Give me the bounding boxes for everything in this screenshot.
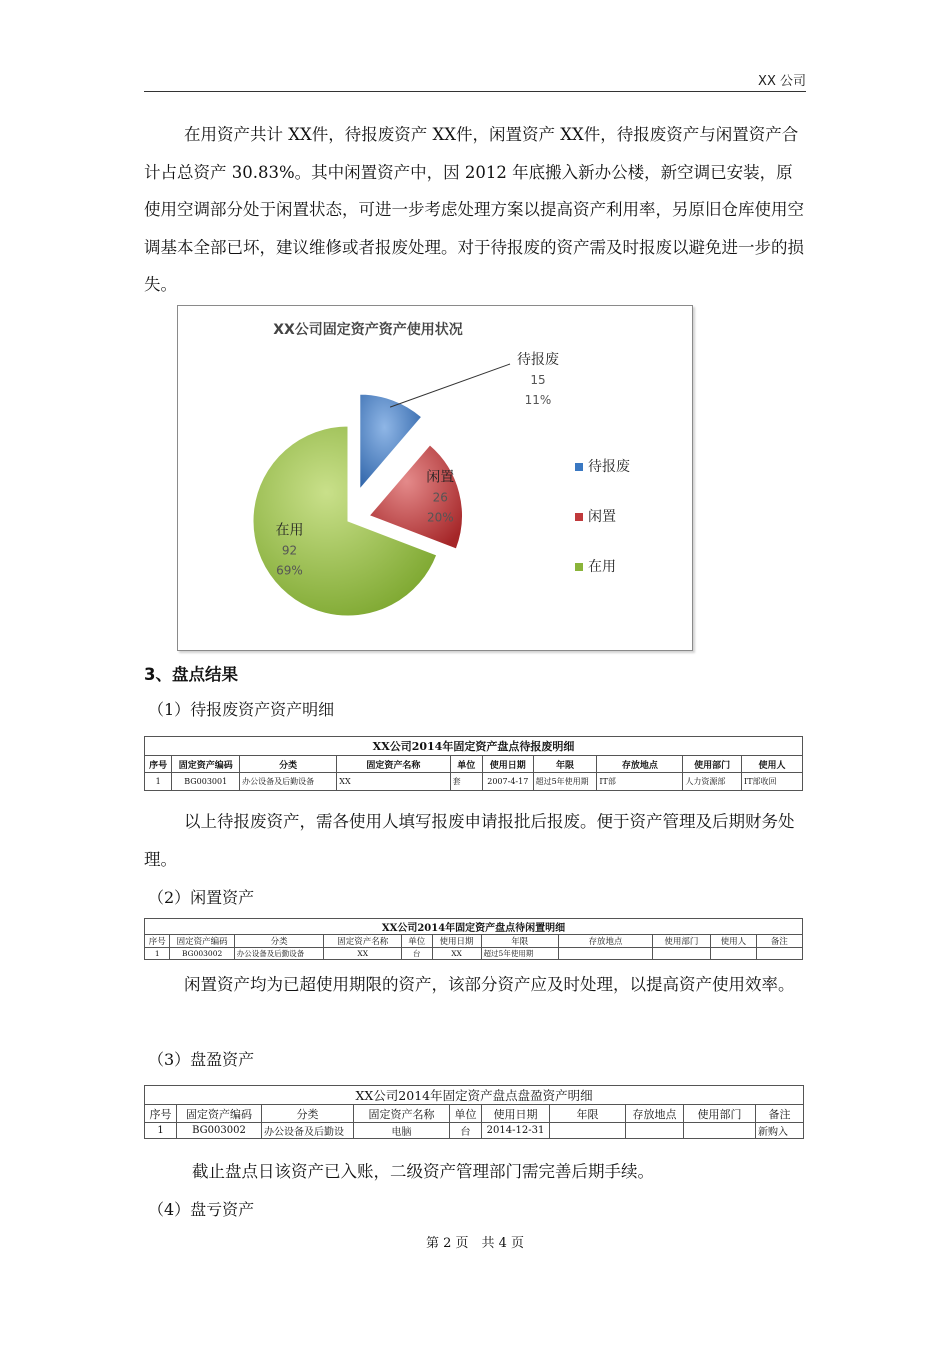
legend-label: 在用 <box>588 559 616 575</box>
header-cell: 备注 <box>756 1105 804 1123</box>
slice-data-label: 待报废 <box>517 352 559 368</box>
table-cell: 办公设备及后勤设备 <box>240 773 337 791</box>
table-cell: 办公设备及后勤设备 <box>234 948 324 960</box>
table-cell: 电脑 <box>354 1123 450 1139</box>
header-cell: 固定资产编码 <box>170 935 234 948</box>
header-cell: 序号 <box>145 935 170 948</box>
legend-swatch <box>575 513 583 521</box>
slice-data-label: 92 <box>281 543 298 558</box>
header-cell: 使用日期 <box>482 756 533 773</box>
table-cell: XX <box>324 948 402 960</box>
legend-label: 闲置 <box>588 509 616 525</box>
header-cell: 使用人 <box>710 935 756 948</box>
note-text: 截止盘点日该资产已入账，二级资产管理部门需完善后期手续。 <box>192 1162 654 1181</box>
header-cell: 存放地点 <box>559 935 653 948</box>
slice-data-label: 26 <box>432 490 448 505</box>
table-idle-assets <box>144 918 803 960</box>
table-cell: 超过5年使用期 <box>533 773 597 791</box>
legend-swatch <box>575 563 583 571</box>
header-cell: 使用部门 <box>684 1105 756 1123</box>
header-cell: 单位 <box>450 1105 482 1123</box>
slice-data-label: 20% <box>426 510 454 525</box>
subsection-2-heading: （2）闲置资产 <box>148 888 255 907</box>
slice-data-label: 在用 <box>275 522 304 539</box>
header-divider <box>144 91 806 92</box>
header-cell: 使用部门 <box>652 935 710 948</box>
table-cell: 1 <box>145 1123 177 1139</box>
table-cell: 台 <box>450 1123 482 1139</box>
legend-label: 待报废 <box>588 459 630 475</box>
header-cell: 序号 <box>145 756 172 773</box>
header-cell: 固定资产编码 <box>172 756 240 773</box>
table-cell: 台 <box>401 948 432 960</box>
page-number: 第 2 页 共 4 页 <box>425 1236 525 1251</box>
table-cell: IT部 <box>597 773 683 791</box>
header-cell: 固定资产名称 <box>324 935 402 948</box>
leader-line <box>390 364 510 407</box>
table-cell <box>756 948 802 960</box>
table-cell: XX <box>337 773 450 791</box>
header-company: XX 公司 <box>758 74 806 89</box>
table-cell: XX <box>432 948 481 960</box>
table-cell: 1 <box>145 948 170 960</box>
slice-data-label: 15 <box>530 373 546 387</box>
table-header-row <box>145 1105 804 1123</box>
table-cell: BG003002 <box>170 948 234 960</box>
table-scrap-assets <box>144 736 803 791</box>
note-text: 闲置资产均为已超使用期限的资产，该部分资产应及时处理，以提高资产使用效率。 <box>184 975 795 994</box>
table-surplus-assets <box>144 1085 803 1139</box>
header-cell: 固定资产名称 <box>337 756 450 773</box>
table-title: XX公司2014年固定资产盘点盘盈资产明细 <box>145 1086 804 1105</box>
subsection-4-heading: （4）盘亏资产 <box>148 1200 255 1219</box>
header-cell: 使用人 <box>742 756 803 773</box>
table-cell: 办公设备及后勤设 <box>262 1123 354 1139</box>
header-cell: 使用日期 <box>432 935 481 948</box>
subsection-3-note <box>144 1153 808 1191</box>
table-header-row <box>145 756 803 773</box>
table-cell <box>710 948 756 960</box>
header-cell: 分类 <box>240 756 337 773</box>
header-cell: 固定资产名称 <box>354 1105 450 1123</box>
header-cell: 使用部门 <box>683 756 742 773</box>
header-cell: 存放地点 <box>626 1105 684 1123</box>
note-text: 以上待报废资产，需各使用人填写报废申请报批后报废。便于资产管理及后期财务处理。 <box>144 812 795 869</box>
table-cell: BG003002 <box>177 1123 262 1139</box>
table-title: XX公司2014年固定资产盘点待闲置明细 <box>145 919 803 935</box>
table-cell: IT部收回 <box>742 773 803 791</box>
legend-swatch <box>575 463 583 471</box>
header-cell: 单位 <box>450 756 482 773</box>
table-cell: 超过5年使用期 <box>481 948 559 960</box>
table-row <box>145 773 803 791</box>
table-cell: 套 <box>450 773 482 791</box>
table-cell: 人力资源部 <box>683 773 742 791</box>
table-cell: BG003001 <box>172 773 240 791</box>
slice-data-label: 69% <box>276 563 303 578</box>
subsection-2-note <box>144 966 808 1004</box>
table-cell <box>652 948 710 960</box>
table-cell: 新购入 <box>756 1123 804 1139</box>
table-title: XX公司2014年固定资产盘点待报废明细 <box>145 737 803 756</box>
header-cell: 备注 <box>756 935 802 948</box>
header-cell: 年限 <box>550 1105 626 1123</box>
header-cell: 存放地点 <box>597 756 683 773</box>
header-cell: 单位 <box>401 935 432 948</box>
table-row <box>145 948 803 960</box>
subsection-1-heading: （1）待报废资产资产明细 <box>148 700 335 719</box>
pie-chart <box>177 305 693 651</box>
slice-data-label: 闲置 <box>426 469 455 486</box>
table-header-row <box>145 935 803 948</box>
table-cell <box>559 948 653 960</box>
subsection-3-heading: （3）盘盈资产 <box>148 1050 255 1069</box>
table-cell <box>684 1123 756 1139</box>
intro-text: 在用资产共计 XX件，待报废资产 XX件，闲置资产 XX件，待报废资产与闲置资产合计占总资产 30.83%。其中闲置资产中，因 2012 年底搬入新办公楼，新空调已安装，原使用空调部分处于闲置状态，可进一步考虑处理方案以提高资产利用率，另原旧仓库使用空调基本全部已坏，建议维修或者报废处理。对于待报废的资产需及时报废以避免进一步的损失。 <box>144 125 804 294</box>
chart-title: XX公司固定资产资产使用状况 <box>273 322 463 338</box>
intro-paragraph <box>144 116 808 304</box>
header-cell: 序号 <box>145 1105 177 1123</box>
header-cell: 使用日期 <box>482 1105 550 1123</box>
table-cell <box>626 1123 684 1139</box>
table-row <box>145 1123 804 1139</box>
table-cell: 2007-4-17 <box>482 773 533 791</box>
pie-chart-canvas <box>178 306 692 650</box>
section-heading: 3、盘点结果 <box>144 665 238 684</box>
table-cell <box>550 1123 626 1139</box>
header-cell: 固定资产编码 <box>177 1105 262 1123</box>
table-cell: 2014-12-31 <box>482 1123 550 1139</box>
header-cell: 年限 <box>481 935 559 948</box>
table-cell: 1 <box>145 773 172 791</box>
slice-data-label: 11% <box>524 393 552 407</box>
header-cell: 年限 <box>533 756 597 773</box>
subsection-1-note <box>144 803 808 878</box>
header-cell: 分类 <box>262 1105 354 1123</box>
header-cell: 分类 <box>234 935 324 948</box>
